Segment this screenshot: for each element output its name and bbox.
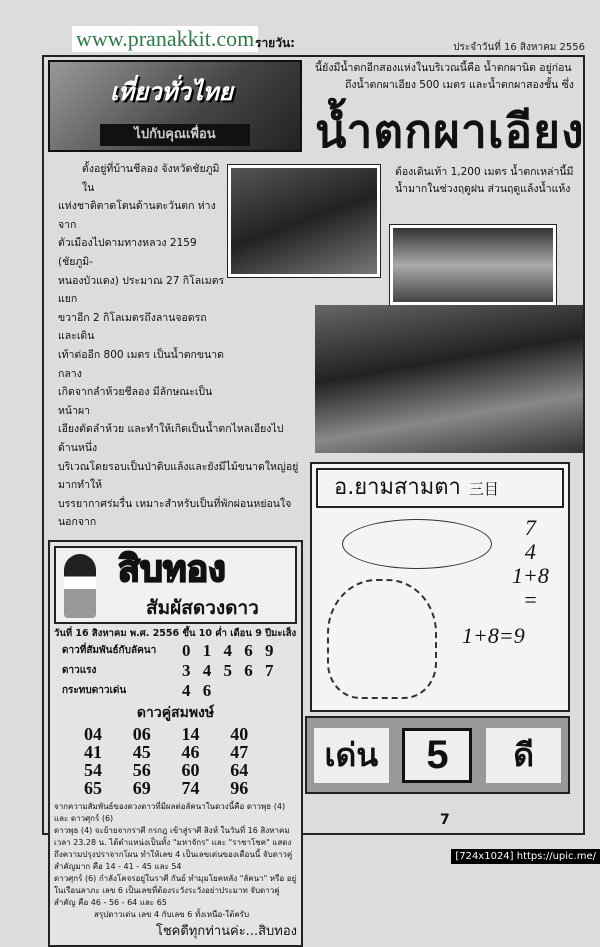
row-label: ดาวแรง [62,665,97,677]
number-pair: 54 [84,759,102,780]
handwritten-numbers [512,516,549,612]
note-paragraph: สรุปดาวเด่น เลข 4 กับเลข 6 ทั้งเหนือ-ใต้ครับ [94,909,250,919]
waterfall-photo [315,305,583,453]
banner-subtitle: ไปกับคุณเพื่อน [100,124,250,146]
number-pair: 14 [181,723,200,744]
text-line: เอียงตัดลำห้วย และทำให้เกิดเป็นน้ำตกไหลเอียงไปด้านหนึ่ง [58,423,284,454]
text-line: หนองบัวแดง) ประมาณ 27 กิโลเมตร แยก [58,274,225,306]
number-pair: 74 [181,777,200,798]
banner-title: เที่ยวทั่วไทย [110,78,233,106]
article-title: น้ำตกผาเอียง [315,104,585,158]
hand-line: 1+8=9 [462,623,525,648]
number-pair: 46 [181,741,200,762]
lucky-left-label: เด่น [314,728,389,783]
horoscope-date: วันที่ 16 สิงหาคม พ.ศ. 2556 ขึ้น 10 ค่ำ เดือน 9 ปีมะเส็ง [54,627,297,639]
text-line: ต้องเดินเท้า 1,200 เมตร น้ำตกเหล่านี้มี [395,166,574,178]
hand-line: 7 [524,515,536,540]
number-pair: 60 [181,759,200,780]
number-pair: 47 [230,741,249,762]
row-value: 0 1 4 6 9 [182,640,278,660]
row-label: ดาวที่สัมพันธ์กับลัคนา [62,645,157,657]
text-line: บริเวณโดยรอบเป็นป่าดิบแล้งและยังมีไม้ขนาดใหญ่อยู่มากทำให้ [58,460,299,492]
left-column [48,60,303,947]
number-pair: 41 [84,741,102,762]
text-line: น้ำมากในช่วงฤดูฝน ส่วนฤดูแล้งน้ำแห้ง [395,183,571,195]
cartoon-title-cjk: 三目 [468,480,499,498]
star-row [62,661,297,681]
text-line: เกิดจากลำห้วยชีลอง มีลักษณะเป็นหน้าผา [58,386,213,417]
page-number: 7 [440,812,450,828]
star-row [62,641,297,661]
number-pair: 65 [84,777,102,798]
number-pair: 04 [84,723,102,744]
text-line: ตั้งอยู่ที่บ้านชีลอง จังหวัดชัยภูมิ ใน [82,163,220,194]
site-url[interactable]: www.pranakkit.com [72,26,258,52]
hand-line: 1+8 [512,563,549,588]
text-line: ขวาอีก 2 กิโลเมตรถึงลานจอดรถ และเดิน [58,311,207,343]
cat-illustration [327,579,437,699]
right-text [315,164,583,198]
text-line: นี้ยังมีน้ำตกอีกสองแห่งในบริเวณนี้คือ น้ำตกผานิด อยู่ก่อน [315,62,572,74]
lucky-number: 5 [402,728,472,783]
horoscope-box [48,540,303,947]
row-value: 3 4 5 6 7 [182,660,278,680]
text-line: ถึงน้ำตกผาเอียง 500 เมตร และน้ำตกผาสองชั้น ซึ่ง [345,79,574,91]
hand-line: = [523,587,538,612]
horoscope-header [54,546,297,624]
number-pair: 69 [132,777,151,798]
right-column [315,60,583,198]
number-pair: 96 [230,777,249,798]
lucky-number-bar [305,716,570,794]
cartoon-title-text: อ.ยามสามตา [334,475,461,500]
star-row [62,681,297,701]
number-pair: 06 [132,723,151,744]
number-pair: 45 [132,741,151,762]
row-value: 4 6 [182,680,216,700]
text-line: แห่งชาติตาดโตนด้านตะวันตก ห่างจาก [58,200,216,231]
girl-illustration [64,554,96,618]
number-pairs [84,725,279,797]
horoscope-logo: สิบทอง [118,548,226,590]
cartoon-title [316,468,564,508]
fish-bone-thought-bubble [342,519,492,569]
note-paragraph: จากความสัมพันธ์ของดวงดาวที่มีผลต่อลัคนาในดวงนี้คือ ดาวพุธ (4) และ ดาวศุกร์ (6) [54,801,286,823]
travel-banner [48,60,302,152]
cartoon-box [310,462,570,712]
text-line: ตัวเมืองไปตามทางหลวง 2159 (ชัยภูมิ- [58,237,197,268]
number-pair: 64 [230,759,249,780]
hand-line: 4 [524,539,536,564]
horoscope-notes [54,801,297,921]
waterfall-photo [390,225,556,305]
text-line: บรรยากาศร่มรื่น เหมาะสำหรับเป็นที่พักผ่อนหย่อนใจ นอกจาก [58,497,292,529]
issue-date: ประจำวันที่ 16 สิงหาคม 2556 [453,42,585,53]
horoscope-subtitle: สัมผัสดวงดาว [146,596,259,619]
text-line: เท้าต่ออีก 800 เมตร เป็นน้ำตกขนาดกลาง [58,348,224,380]
signature-line: โชคดีทุกท่านค่ะ...สิบทอง [155,923,297,939]
note-paragraph: ดาวพุธ (4) จะย้ายจากราศี กรกฎ เข้าสู่ราศี สิงห์ ในวันที่ 16 สิงหาคม เวลา 23.28 น. ได้ตำแหน่งเป็นทั้ง "มหาจักร" และ "ราชาโชค" แสดงถึงความปรุงปราจากโผน ทำให้เลข 4 เป็นเลขเด่นของเดือนนี้ จับดาวคู่สำคัญมาก คือ 14 - 41 - 45 และ 54 [54,825,293,871]
note-paragraph: ดาวศุกร์ (6) กำลังโคจรอยู่ในราศี กันย์ ทำมุมโยคหลัง "ลัคนา" หรือ อยู่ในเรือนลาภะ เลข 6 เป็นเลขที่ต้องระวังระวังอย่าประมาท จับดาวคู่สำคัญ คือ 46 - 56 - 64 และ 65 [54,873,297,907]
magazine-logo: รายวัน: [255,36,295,50]
lucky-right-label: ดี [486,728,561,783]
number-pair: 40 [230,723,249,744]
pairs-title: ดาวคู่สมพงษ์ [136,704,215,721]
watermark: [724x1024] https://upic.me/ [451,849,600,864]
number-pair: 56 [132,759,151,780]
intro-text [315,60,583,94]
row-label: กระทบดาวเด่น [62,685,127,697]
article-body [48,160,303,532]
